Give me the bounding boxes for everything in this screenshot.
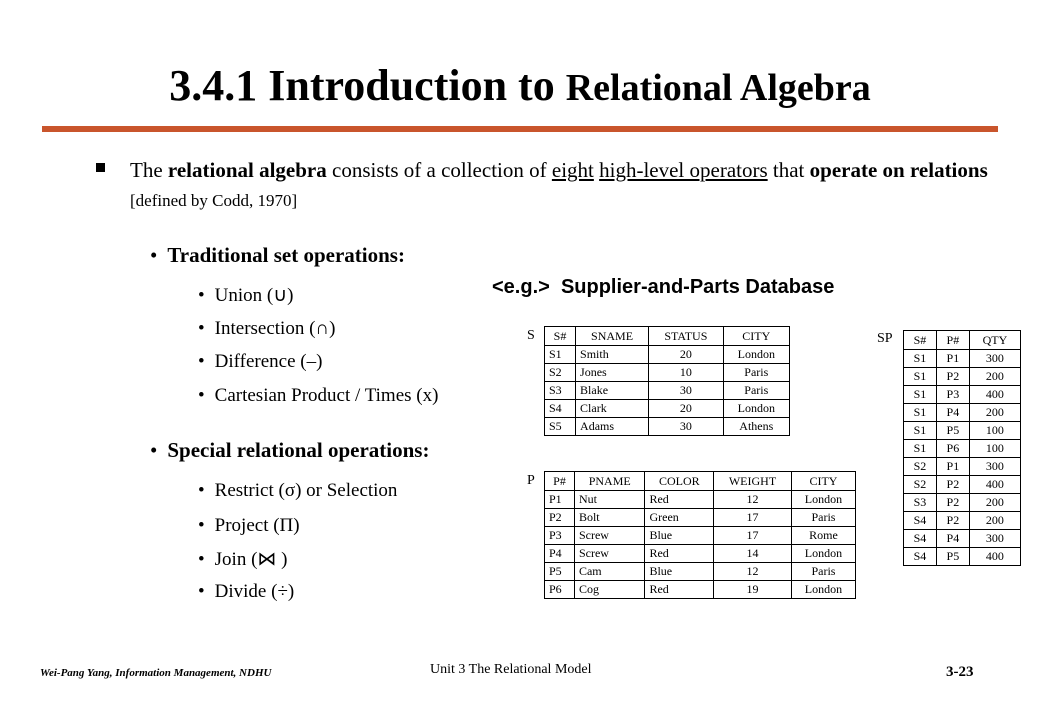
square-bullet-icon (96, 163, 105, 172)
table-cell: Adams (576, 418, 649, 436)
table-row (545, 400, 790, 418)
table-p-label: P (527, 473, 535, 488)
table-cell: S4 (904, 548, 937, 566)
table-cell: P3 (936, 386, 969, 404)
table-row (904, 476, 1021, 494)
table-cell: P5 (545, 563, 575, 581)
table-cell: P2 (936, 476, 969, 494)
intro-u2: high-level operators (599, 158, 768, 182)
table-cell: Red (645, 491, 714, 509)
table-cell: Blue (645, 563, 714, 581)
table-row (545, 382, 790, 400)
traditional-item (198, 351, 322, 373)
table-row (904, 350, 1021, 368)
intro-t2: consists of a collection of (326, 158, 552, 182)
header-cell: COLOR (645, 472, 714, 491)
special-heading (150, 438, 429, 463)
table-cell: Red (645, 545, 714, 563)
traditional-heading-text: Traditional set operations: (167, 243, 405, 267)
table-cell: Screw (574, 527, 645, 545)
intro-ref: [defined by Codd, 1970] (130, 191, 298, 210)
table-cell: S4 (545, 400, 576, 418)
footer-unit: Unit 3 The Relational Model (430, 662, 592, 677)
header-cell: P# (936, 331, 969, 350)
table-cell: London (791, 545, 855, 563)
special-item (198, 581, 294, 603)
table-cell: Nut (574, 491, 645, 509)
item-text: Divide (÷) (214, 581, 295, 602)
table-cell: 12 (714, 563, 792, 581)
traditional-item (198, 385, 438, 407)
table-cell: P5 (936, 422, 969, 440)
table-cell: P1 (936, 350, 969, 368)
table-cell: S1 (904, 440, 937, 458)
table-cell: P4 (545, 545, 575, 563)
title-part-2: Relational Algebra (565, 67, 871, 109)
table-cell: S1 (904, 386, 937, 404)
table-cell: 400 (969, 548, 1020, 566)
special-item (198, 515, 300, 537)
table-cell: Paris (723, 382, 789, 400)
header-cell: STATUS (649, 327, 724, 346)
table-cell: S3 (545, 382, 576, 400)
header-cell: QTY (969, 331, 1020, 350)
table-row (904, 548, 1021, 566)
table-cell: Rome (791, 527, 855, 545)
table-cell: P5 (936, 548, 969, 566)
table-cell: Cam (574, 563, 645, 581)
table-cell: 20 (649, 400, 724, 418)
table-cell: 200 (969, 494, 1020, 512)
intro-text (130, 156, 1000, 215)
table-cell: 19 (714, 581, 792, 599)
bullet-dot-icon: • (150, 438, 158, 462)
table-cell: Paris (791, 563, 855, 581)
table-row (545, 527, 856, 545)
table-row (545, 545, 856, 563)
table-cell: S2 (904, 458, 937, 476)
table-cell: P1 (545, 491, 575, 509)
table-cell: S5 (545, 418, 576, 436)
table-cell: 100 (969, 422, 1020, 440)
table-cell: P6 (936, 440, 969, 458)
table-cell: Paris (723, 364, 789, 382)
item-text: Intersection (∩) (214, 318, 336, 339)
bullet-dot-icon: • (198, 318, 205, 339)
item-text: Restrict (σ) or Selection (214, 480, 398, 501)
table-s-label: S (527, 328, 535, 343)
example-title: Supplier-and-Parts Database (560, 276, 835, 298)
table-row (904, 386, 1021, 404)
header-cell: S# (545, 327, 576, 346)
table-row (904, 458, 1021, 476)
bullet-dot-icon: • (198, 515, 205, 536)
table-row (904, 494, 1021, 512)
table-row (545, 491, 856, 509)
table-cell: S1 (904, 350, 937, 368)
intro-b1: relational algebra (167, 158, 327, 182)
bullet-dot-icon: • (198, 351, 205, 372)
table-cell: 20 (649, 346, 724, 364)
header-cell: CITY (791, 472, 855, 491)
table-row (904, 368, 1021, 386)
special-item (198, 548, 287, 571)
table-cell: 300 (969, 350, 1020, 368)
table-cell: S1 (904, 404, 937, 422)
table-row (904, 422, 1021, 440)
table-cell: 12 (714, 491, 792, 509)
table-cell: 30 (649, 382, 724, 400)
table-cell: P1 (936, 458, 969, 476)
intro-t4: that (767, 158, 810, 182)
table-cell: 17 (714, 527, 792, 545)
table-p (544, 471, 856, 599)
table-cell: P2 (936, 368, 969, 386)
table-row (545, 581, 856, 599)
table-row (904, 404, 1021, 422)
traditional-heading (150, 243, 405, 268)
table-row (545, 346, 790, 364)
table-cell: Smith (576, 346, 649, 364)
bullet-dot-icon: • (198, 285, 205, 306)
table-cell: 10 (649, 364, 724, 382)
bullet-dot-icon: • (198, 385, 205, 406)
table-row (545, 364, 790, 382)
table-header-row (545, 472, 856, 491)
title-part-1: 3.4.1 Introduction to (169, 61, 566, 110)
slide-title (0, 60, 1040, 114)
header-cell: WEIGHT (714, 472, 792, 491)
table-cell: London (723, 400, 789, 418)
table-cell: Blake (576, 382, 649, 400)
table-cell: Jones (576, 364, 649, 382)
example-prefix: <e.g.> (492, 276, 550, 298)
table-cell: P4 (936, 404, 969, 422)
table-cell: 200 (969, 404, 1020, 422)
special-heading-text: Special relational operations: (167, 438, 430, 462)
table-cell: Screw (574, 545, 645, 563)
table-cell: 300 (969, 458, 1020, 476)
special-item (198, 480, 397, 502)
item-text: Project (Π) (214, 515, 300, 536)
example-heading (492, 276, 834, 299)
table-row (904, 440, 1021, 458)
table-cell: S2 (545, 364, 576, 382)
table-cell: P2 (936, 512, 969, 530)
table-cell: 400 (969, 386, 1020, 404)
table-cell: Red (645, 581, 714, 599)
table-cell: S3 (904, 494, 937, 512)
table-cell: S4 (904, 512, 937, 530)
table-cell: P6 (545, 581, 575, 599)
table-cell: S2 (904, 476, 937, 494)
table-row (545, 563, 856, 581)
intro-b2: operate on relations (809, 158, 988, 182)
item-text: Difference (–) (214, 351, 323, 372)
table-row (904, 530, 1021, 548)
table-cell: Cog (574, 581, 645, 599)
table-cell: S4 (904, 530, 937, 548)
table-cell: Bolt (574, 509, 645, 527)
footer-author: Wei-Pang Yang, Information Management, NDHU (40, 667, 272, 679)
table-s (544, 326, 790, 436)
title-rule (42, 126, 998, 132)
table-cell: 17 (714, 509, 792, 527)
table-header-row (904, 331, 1021, 350)
table-cell: Green (645, 509, 714, 527)
table-header-row (545, 327, 790, 346)
table-cell: P4 (936, 530, 969, 548)
table-cell: Blue (645, 527, 714, 545)
intro-t1: The (130, 158, 168, 182)
bullet-dot-icon: • (198, 549, 205, 570)
traditional-item (198, 284, 293, 307)
header-cell: S# (904, 331, 937, 350)
header-cell: CITY (723, 327, 789, 346)
page-number: 3-23 (946, 664, 974, 680)
table-cell: London (791, 581, 855, 599)
table-cell: S1 (545, 346, 576, 364)
table-cell: P2 (936, 494, 969, 512)
item-text: Union (∪) (214, 285, 294, 306)
table-cell: London (723, 346, 789, 364)
header-cell: PNAME (574, 472, 645, 491)
header-cell: P# (545, 472, 575, 491)
intro-u1: eight (551, 158, 594, 182)
table-cell: S1 (904, 422, 937, 440)
table-cell: 30 (649, 418, 724, 436)
table-sp-label: SP (877, 331, 893, 346)
table-row (904, 512, 1021, 530)
traditional-item (198, 318, 335, 340)
table-cell: 300 (969, 530, 1020, 548)
bullet-dot-icon: • (198, 480, 205, 501)
bullet-dot-icon: • (150, 243, 158, 267)
table-row (545, 509, 856, 527)
table-cell: Paris (791, 509, 855, 527)
table-sp (903, 330, 1021, 566)
item-text: Cartesian Product / Times (x) (214, 385, 439, 406)
table-cell: P2 (545, 509, 575, 527)
table-cell: S1 (904, 368, 937, 386)
table-cell: Clark (576, 400, 649, 418)
table-row (545, 418, 790, 436)
table-cell: P3 (545, 527, 575, 545)
table-cell: 400 (969, 476, 1020, 494)
table-cell: 14 (714, 545, 792, 563)
bullet-dot-icon: • (198, 581, 205, 602)
table-cell: Athens (723, 418, 789, 436)
header-cell: SNAME (576, 327, 649, 346)
table-cell: 200 (969, 368, 1020, 386)
item-text: Join (⋈ ) (214, 549, 288, 570)
table-cell: 100 (969, 440, 1020, 458)
table-cell: 200 (969, 512, 1020, 530)
intro-bullet (100, 156, 1000, 215)
table-cell: London (791, 491, 855, 509)
